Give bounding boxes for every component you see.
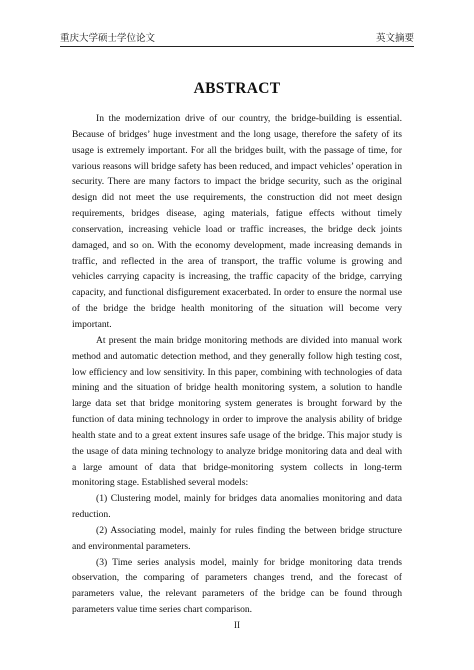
abstract-paragraph-4: (2) Associating model, mainly for rules finding the between bridge structure and environmental parameters. bbox=[72, 524, 402, 552]
header-divider bbox=[60, 46, 414, 47]
page-title: ABSTRACT bbox=[193, 80, 281, 97]
page-number: II bbox=[234, 620, 240, 630]
header-thesis-label: 重庆大学硕士学位论文 bbox=[60, 34, 156, 44]
abstract-paragraph-2: At present the main bridge monitoring methods are divided into manual work method and automatic detection method, and they generally follow high testing cost, low efficiency and low sensitivity. In this paper, combining with technologies of data mining and the situation of bridge health monitoring system, a solution to handle large data set that bridge monitoring system generates is brought forward by the function of data mining technology in order to improve the analysis ability of bridge health state and to a great extent insures safe usage of the bridge. This major study is the usage of data mining technology to analyze bridge monitoring data and deal with a large amount of data that bridge-monitoring system collects in long-term monitoring stage. Established several models: bbox=[72, 334, 402, 489]
abstract-paragraph-3: (1) Clustering model, mainly for bridges data anomalies monitoring and data reduction. bbox=[72, 493, 402, 521]
abstract-paragraph-1: In the modernization drive of our country, the bridge-building is essential. Because of bridges’ huge investment and the long usage, therefore the safety of its usage is extremely important. For all the bridges built, with the passage of time, for various reasons will bridge safety has been reduced, and impact vehicles’ operation in security. There are many factors to impact the bridge security, such as the original design did not meet the use requirements, the construction did not meet design requirements, bridges disease, aging materials, fatigue effects without timely conservation, increasing vehicle load or traffic increases, the bridge deck joints damaged, and so on. With the economy development, made increasing demands in traffic, and reflected in the area of transport, the traffic volume is growing and vehicles carrying capacity is increasing, the traffic capacity of the bridge, carrying capacity, and functional disfigurement exacerbated. In order to ensure the normal use of the bridge the bridge health monitoring of the situation will become very important. bbox=[72, 113, 402, 330]
running-header bbox=[60, 30, 414, 44]
header-section-label: 英文摘要 bbox=[375, 34, 414, 44]
abstract-paragraph-5: (3) Time series analysis model, mainly for bridge monitoring data trends observation, the comparing of parameters changes trend, and the forecast of parameters value, the relevant parameters of the bridge can be found through parameters value time series chart comparison. bbox=[72, 556, 402, 616]
abstract-body bbox=[72, 111, 402, 618]
